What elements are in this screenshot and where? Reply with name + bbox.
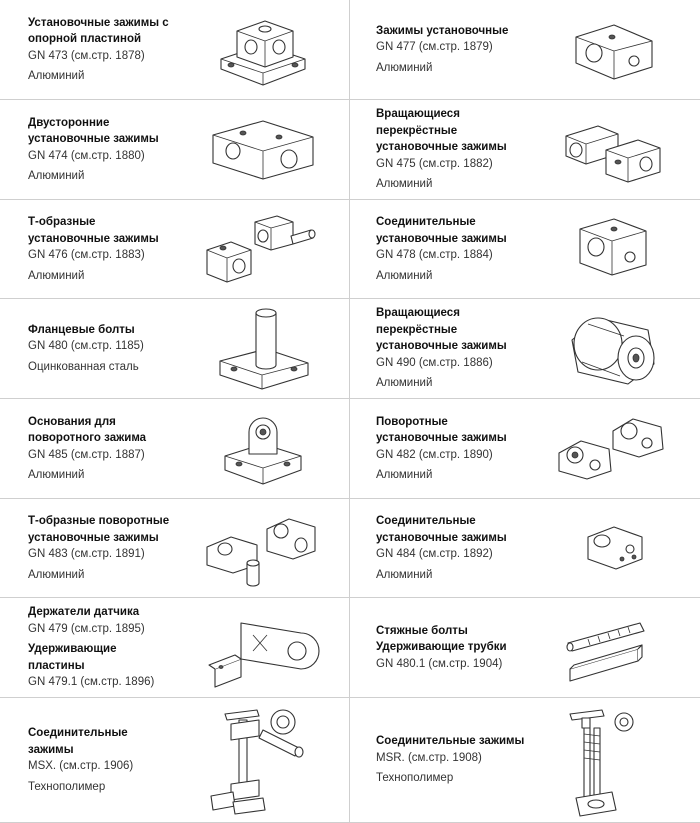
product-image-cell xyxy=(176,0,350,100)
product-image-cell xyxy=(525,499,700,598)
product-title: Соединительные установочные зажимы xyxy=(376,216,507,245)
product-cell xyxy=(0,698,176,823)
product-ref[interactable]: GN 479 (см.стр. 1895) xyxy=(28,622,145,635)
product-image-cell xyxy=(525,698,700,823)
connecting-clamp-icon xyxy=(558,209,668,289)
product-title: Установочные зажимы с опорной пластиной xyxy=(28,16,169,45)
connecting-swivel-clamp-icon xyxy=(558,513,668,583)
product-ref[interactable]: GN 474 (см.стр. 1880) xyxy=(28,149,145,162)
swivel-clamp-icon xyxy=(551,409,675,489)
product-image-cell xyxy=(176,698,350,823)
product-image-cell xyxy=(525,0,700,100)
product-cell xyxy=(0,499,176,598)
t-swivel-clamp-icon xyxy=(201,507,325,589)
product-ref[interactable]: GN 484 (см.стр. 1892) xyxy=(376,548,493,560)
product-ref[interactable]: GN 473 (см.стр. 1878) xyxy=(28,49,145,62)
t-clamp-icon xyxy=(201,208,325,290)
product-title: Основания для поворотного зажима xyxy=(28,415,147,444)
product-ref[interactable]: GN 475 (см.стр. 1882) xyxy=(376,157,493,170)
product-image-cell xyxy=(525,598,700,698)
product-material: Алюминий xyxy=(28,568,85,581)
product-cell xyxy=(350,299,525,399)
clamp-base-plate-icon xyxy=(203,7,323,93)
product-cell xyxy=(0,399,176,499)
product-image-cell xyxy=(176,499,350,598)
product-title: Фланцевые болты xyxy=(28,323,135,336)
product-ref[interactable]: MSR. (см.стр. 1908) xyxy=(376,751,482,764)
product-ref[interactable]: GN 482 (см.стр. 1890) xyxy=(376,448,493,461)
product-material: Алюминий xyxy=(28,170,85,182)
msx-clamp-assembly-icon xyxy=(203,700,323,820)
product-cell xyxy=(350,598,525,698)
product-image-cell xyxy=(176,200,350,299)
product-material: Алюминий xyxy=(376,269,433,282)
product-cell xyxy=(350,499,525,598)
product-title: Зажимы установочные xyxy=(376,24,509,37)
flange-bolt-icon xyxy=(208,303,318,395)
product-material: Алюминий xyxy=(376,568,433,581)
product-ref[interactable]: GN 477 (см.стр. 1879) xyxy=(376,41,493,54)
product-ref[interactable]: GN 480 (см.стр. 1185) xyxy=(28,340,144,353)
tension-bolt-tube-icon xyxy=(558,605,668,691)
product-cell xyxy=(0,100,176,200)
product-material: Алюминий xyxy=(28,269,85,282)
product-image-cell xyxy=(176,598,350,698)
product-image-cell xyxy=(525,299,700,399)
product-cell xyxy=(350,0,525,100)
clamp-icon xyxy=(558,15,668,85)
product-material: Алюминий xyxy=(376,178,433,191)
product-cell xyxy=(350,200,525,299)
rotating-cross-clamp-icon xyxy=(558,110,668,190)
product-image-cell xyxy=(176,399,350,499)
product-title: Вращающиеся перекрёстные установочные зажимы xyxy=(376,108,507,154)
product-image-cell xyxy=(525,100,700,200)
product-title-secondary: Удерживающие пластины xyxy=(28,643,117,672)
product-title: Стяжные болты Удерживающие трубки xyxy=(376,624,507,654)
product-title: Соединительные зажимы xyxy=(376,735,525,748)
product-ref-secondary[interactable]: GN 479.1 (см.стр. 1896) xyxy=(28,676,155,689)
product-title: Поворотные установочные зажимы xyxy=(376,415,507,444)
product-ref[interactable]: GN 483 (см.стр. 1891) xyxy=(28,548,145,560)
product-material: Алюминий xyxy=(28,469,85,481)
rotating-cylinder-clamp-icon xyxy=(558,306,668,392)
product-title: Соединительные зажимы xyxy=(28,727,128,756)
product-title: Двусторонние установочные зажимы xyxy=(28,116,159,145)
product-title: Т-образные поворотные установочные зажимы xyxy=(28,515,170,544)
product-cell xyxy=(350,100,525,200)
product-material: Алюминий xyxy=(376,469,433,481)
product-cell xyxy=(0,200,176,299)
product-material: Оцинкованная сталь xyxy=(28,360,139,373)
product-ref[interactable]: GN 485 (см.стр. 1887) xyxy=(28,448,145,461)
product-ref[interactable]: GN 490 (см.стр. 1886) xyxy=(376,356,493,369)
swivel-base-icon xyxy=(213,406,313,492)
product-cell xyxy=(350,399,525,499)
product-title: Т-образные установочные зажимы xyxy=(28,216,159,245)
product-material: Технополимер xyxy=(376,772,454,785)
product-image-cell xyxy=(525,399,700,499)
product-image-cell xyxy=(176,100,350,200)
product-material: Алюминий xyxy=(376,61,433,74)
product-cell xyxy=(350,698,525,823)
product-title: Вращающиеся перекрёстные установочные зажимы xyxy=(376,307,507,353)
product-material: Алюминий xyxy=(28,70,85,82)
product-image-cell xyxy=(176,299,350,399)
msr-clamp-assembly-icon xyxy=(558,700,668,820)
product-ref[interactable]: MSX. (см.стр. 1906) xyxy=(28,760,134,772)
product-title: Соединительные установочные зажимы xyxy=(376,515,507,544)
product-ref[interactable]: GN 480.1 (см.стр. 1904) xyxy=(376,657,503,670)
product-cell xyxy=(0,299,176,399)
product-material: Алюминий xyxy=(376,377,433,390)
product-ref[interactable]: GN 476 (см.стр. 1883) xyxy=(28,249,145,261)
product-ref[interactable]: GN 478 (см.стр. 1884) xyxy=(376,249,493,261)
sensor-holder-icon xyxy=(201,603,325,693)
double-clamp-icon xyxy=(203,115,323,185)
product-material: Технополимер xyxy=(28,780,106,793)
product-cell xyxy=(0,0,176,100)
product-image-cell xyxy=(525,200,700,299)
product-title: Держатели датчика xyxy=(28,606,140,619)
product-cell xyxy=(0,598,176,698)
